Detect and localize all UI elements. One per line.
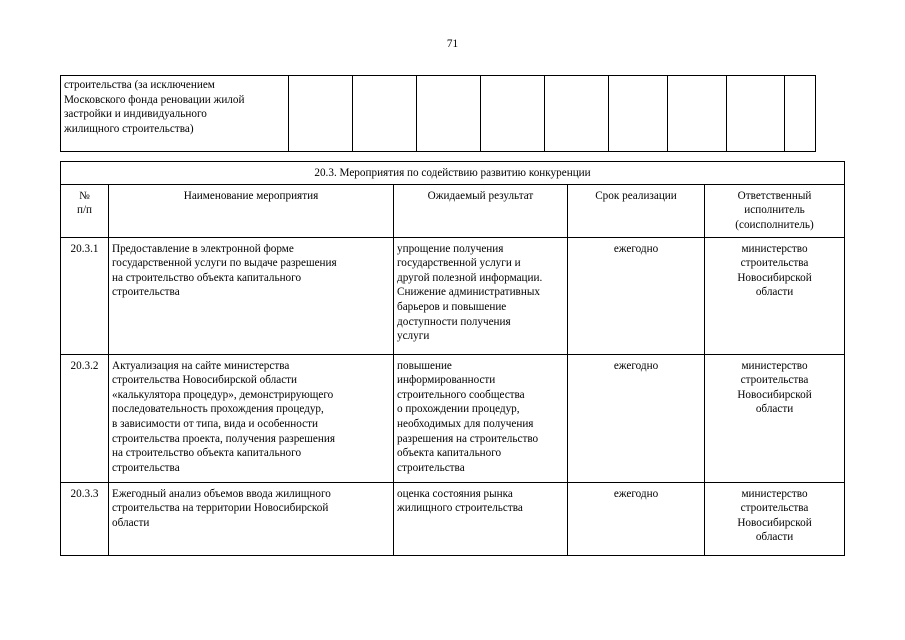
empty-cell <box>785 76 816 152</box>
text-line: объекта капитального <box>397 447 502 460</box>
measures-table <box>60 161 845 556</box>
text-line: упрощение получения <box>397 242 504 255</box>
text-line: строительства <box>740 374 809 387</box>
text-line: государственной услуги по выдаче разрешения <box>112 257 337 270</box>
text-line: строительства на территории Новосибирской <box>112 502 329 515</box>
text-line: другой полезной информации. <box>397 271 543 284</box>
empty-cell <box>609 76 668 152</box>
empty-cell <box>481 76 545 152</box>
measure-name <box>109 482 394 555</box>
header-text: № <box>79 189 90 202</box>
header-name: Наименование мероприятия <box>109 184 394 237</box>
expected-result <box>394 354 568 482</box>
empty-cell <box>417 76 481 152</box>
text-line: Новосибирской <box>737 516 812 529</box>
empty-cell <box>353 76 417 152</box>
text-line: разрешения на строительство <box>397 432 539 445</box>
expected-result <box>394 237 568 354</box>
header-text: (соисполнитель) <box>735 218 814 231</box>
text-line: области <box>755 286 794 299</box>
text-line: строительства проекта, получения разрешения <box>112 432 335 445</box>
text-line: последовательность прохождения процедур, <box>112 403 324 416</box>
table-row <box>61 354 845 482</box>
header-num <box>61 184 109 237</box>
text-line: Новосибирской <box>737 388 812 401</box>
header-row <box>61 184 845 237</box>
text-line: жилищного строительства <box>397 502 523 515</box>
text-line: Ежегодный анализ объемов ввода жилищного <box>112 487 331 500</box>
table-row <box>61 482 845 555</box>
text-line: оценка состояния рынка <box>397 487 513 500</box>
text-line: строительства <box>397 461 465 474</box>
header-text: исполнитель <box>744 204 805 217</box>
header-result: Ожидаемый результат <box>394 184 568 237</box>
text-line: Снижение административных <box>397 286 540 299</box>
header-responsible <box>705 184 845 237</box>
text-line: министерство <box>741 487 808 500</box>
row-number: 20.3.1 <box>61 237 109 354</box>
term: ежегодно <box>568 354 705 482</box>
empty-cell <box>727 76 785 152</box>
text-line: барьеров и повышение <box>397 300 507 313</box>
row-number: 20.3.2 <box>61 354 109 482</box>
text-line: доступности получения <box>397 315 511 328</box>
text-line: строительства Новосибирской области <box>112 374 298 387</box>
responsible <box>705 237 845 354</box>
header-term: Срок реализации <box>568 184 705 237</box>
measure-name <box>109 354 394 482</box>
text-line: застройки и индивидуального <box>64 108 207 121</box>
text-line: о прохождении процедур, <box>397 403 520 416</box>
text-line: области <box>112 516 150 529</box>
text-line: государственной услуги и <box>397 257 521 270</box>
text-line: строительства <box>112 286 180 299</box>
text-line: строительства <box>112 461 180 474</box>
empty-cell <box>668 76 727 152</box>
text-line: информированности <box>397 374 496 387</box>
empty-cell <box>545 76 609 152</box>
text-line: министерство <box>741 242 808 255</box>
text-line: «калькулятора процедур», демонстрирующего <box>112 388 334 401</box>
text-line: повышение <box>397 359 452 372</box>
responsible <box>705 482 845 555</box>
responsible <box>705 354 845 482</box>
text-line: Московского фонда реновации жилой <box>64 93 245 106</box>
text-line: Новосибирской <box>737 271 812 284</box>
expected-result <box>394 482 568 555</box>
text-line: на строительство объекта капитального <box>112 271 302 284</box>
text-line: необходимых для получения <box>397 417 534 430</box>
text-line: услуги <box>397 330 430 343</box>
text-line: жилищного строительства) <box>64 122 194 135</box>
header-text: Ответственный <box>737 189 812 202</box>
empty-cell <box>289 76 353 152</box>
term: ежегодно <box>568 237 705 354</box>
continuation-text-cell <box>61 76 289 152</box>
text-line: Предоставление в электронной форме <box>112 242 294 255</box>
header-text: п/п <box>76 204 93 217</box>
text-line: в зависимости от типа, вида и особенности <box>112 417 318 430</box>
table-row <box>61 237 845 354</box>
continuation-table <box>60 75 816 152</box>
text-line: министерство <box>741 359 808 372</box>
text-line: на строительство объекта капитального <box>112 447 302 460</box>
text-line: области <box>755 403 794 416</box>
row-number: 20.3.3 <box>61 482 109 555</box>
text-line: области <box>755 531 794 544</box>
text-line: строительства <box>740 502 809 515</box>
text-line: Актуализация на сайте министерства <box>112 359 290 372</box>
section-title: 20.3. Мероприятия по содействию развитию конкуренции <box>61 162 845 185</box>
measure-name <box>109 237 394 354</box>
term: ежегодно <box>568 482 705 555</box>
text-line: строительства (за исключением <box>64 79 215 91</box>
text-line: строительного сообщества <box>397 388 525 401</box>
page-number: 71 <box>446 38 459 50</box>
text-line: строительства <box>740 257 809 270</box>
